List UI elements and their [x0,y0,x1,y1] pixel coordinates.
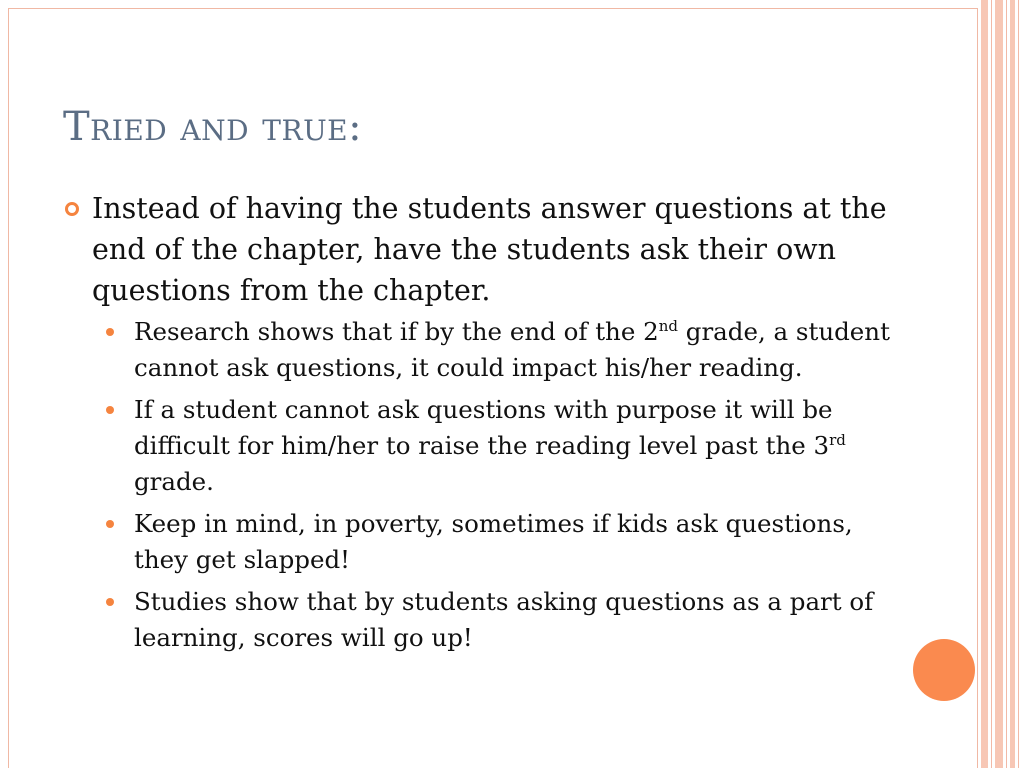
dot-bullet-icon [106,520,114,528]
accent-circle-decoration [913,639,975,701]
border-stripe [1018,0,1019,768]
sub-bullet-text: Keep in mind, in poverty, sometimes if kids ask questions, they get slapped! [134,509,853,574]
ring-bullet-icon [65,202,79,216]
border-stripe [1010,0,1015,768]
ordinal-suffix: rd [829,431,846,449]
frame-top-line [8,8,978,9]
sub-bullet-text: grade, a student cannot ask questions, it could impact his/her reading. [134,317,890,382]
dot-bullet-icon [106,328,114,336]
frame-left-line [8,8,9,768]
border-stripe [995,0,1003,768]
border-stripe [1006,0,1007,768]
dot-bullet-icon [106,406,114,414]
sub-bullet-text: Research shows that if by the end of the 2 [134,317,659,346]
sub-bullet [62,506,892,578]
sub-bullet-text: Studies show that by students asking questions as a part of learning, scores will go up! [134,587,874,652]
slide-content [62,188,892,662]
border-stripe [991,0,992,768]
dot-bullet-icon [106,598,114,606]
frame-right-line [977,8,978,768]
main-bullet-text: Instead of having the students answer questions at the end of the chapter, have the students ask their own questions from the chapter. [92,192,887,307]
ordinal-suffix: nd [658,317,678,335]
border-stripe [981,0,988,768]
sub-bullet [62,584,892,656]
sub-bullet-text: If a student cannot ask questions with purpose it will be difficult for him/her to raise the reading level past the 3 [134,395,833,460]
sub-bullet [62,392,892,500]
sub-bullet-text: grade. [134,467,214,496]
slide-title: Tried and true: [63,104,363,150]
sub-bullet [62,314,892,386]
main-bullet [62,188,892,311]
